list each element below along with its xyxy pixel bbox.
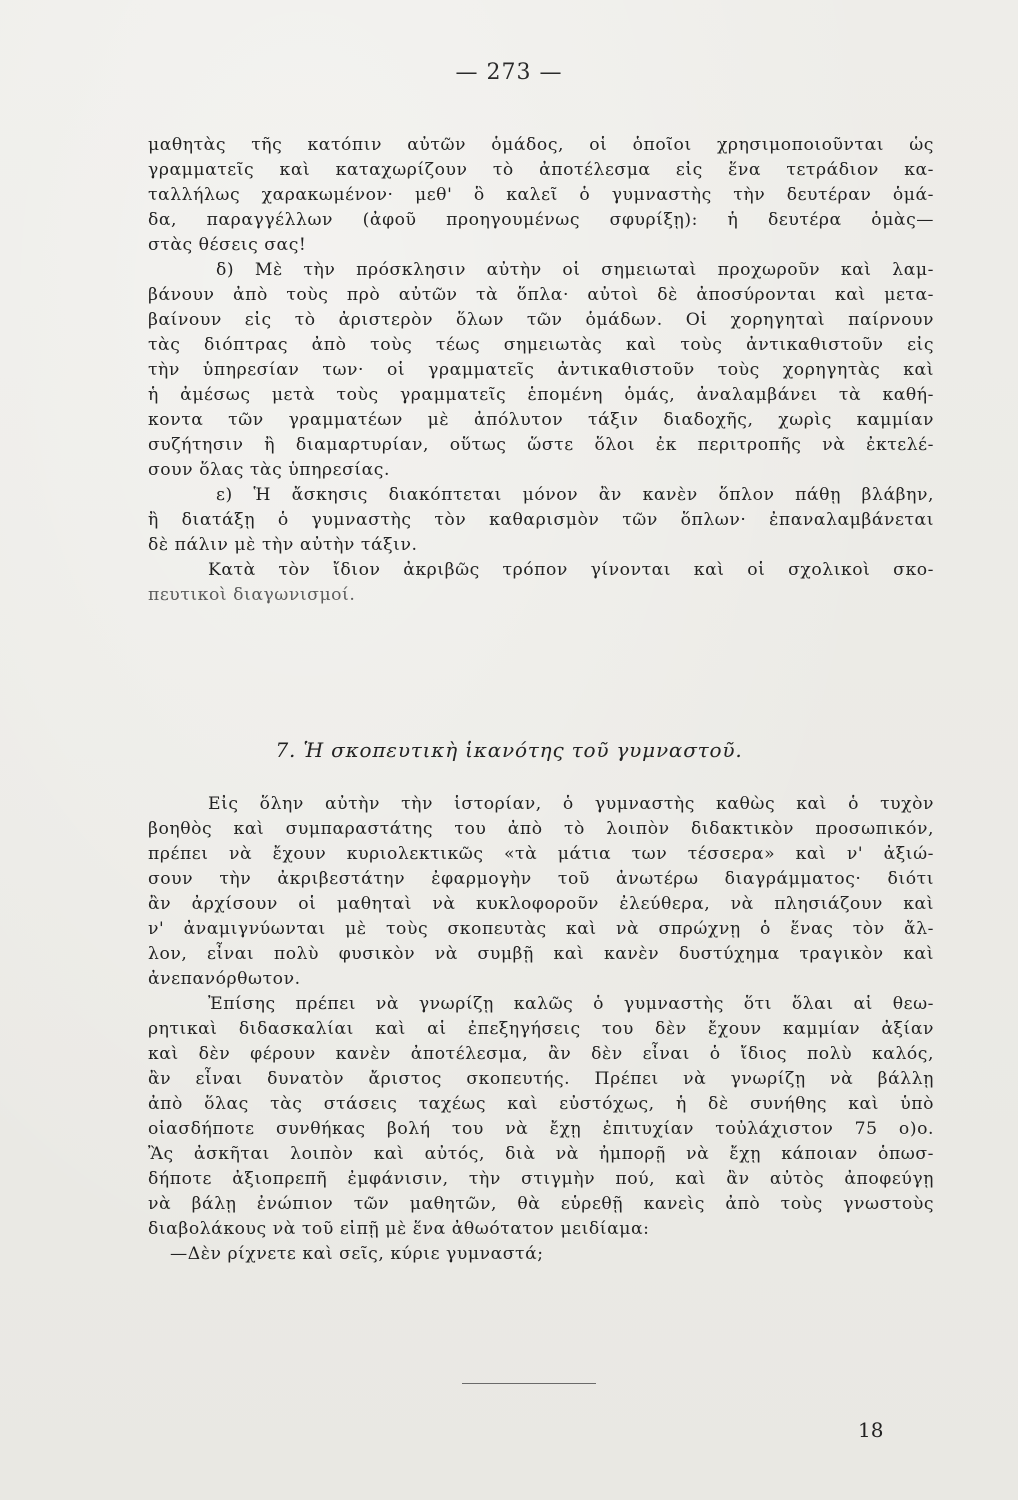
- text-line: σουν τὴν ἀκριβεστάτην ἐφαρμογὴν τοῦ ἀνωτέρω διαγράμματος· διότι: [148, 869, 934, 889]
- text-line: δήποτε ἀξιοπρεπῆ ἐμφάνισιν, τὴν στιγμὴν πού, καὶ ἂν αὐτὸς ἀποφεύγῃ: [148, 1169, 934, 1189]
- text-line: βοηθὸς καὶ συμπαραστάτης του ἀπὸ τὸ λοιπὸν διδακτικὸν προσωπικόν,: [148, 819, 934, 839]
- text-line: ρητικαὶ διδασκαλίαι καὶ αἱ ἐπεξηγήσεις του δὲν ἔχουν καμμίαν ἀξίαν: [148, 1019, 934, 1039]
- text-line: βαίνουν εἰς τὸ ἀριστερὸν ὅλων τῶν ὁμάδων. Οἱ χορηγηταὶ παίρνουν: [148, 310, 934, 330]
- text-line: βάνουν ἀπὸ τοὺς πρὸ αὐτῶν τὰ ὅπλα· αὐτοὶ δὲ ἀποσύρονται καὶ μετα-: [148, 285, 934, 305]
- text-line: κοντα τῶν γραμματέων μὲ ἀπόλυτον τάξιν διαδοχῆς, χωρὶς καμμίαν: [148, 410, 934, 430]
- text-line: ν' ἀναμιγνύωνται μὲ τοὺς σκοπευτὰς καὶ νὰ σπρώχνῃ ὁ ἕνας τὸν ἄλ-: [148, 919, 934, 939]
- text-line: μαθητὰς τῆς κατόπιν αὐτῶν ὁμάδος, οἱ ὁποῖοι χρησιμοποιοῦνται ὡς: [148, 135, 934, 155]
- footnote-rule: [462, 1383, 596, 1384]
- text-line: ε) Ἡ ἄσκησις διακόπτεται μόνον ἂν κανὲν ὅπλον πάθῃ βλάβην,: [216, 485, 934, 505]
- page-number-header: — 273 —: [455, 60, 563, 85]
- text-line: ἢ διατάξῃ ὁ γυμναστὴς τὸν καθαρισμὸν τῶν ὅπλων· ἐπαναλαμβάνεται: [148, 510, 934, 530]
- text-block-upper: [148, 133, 934, 608]
- text-line: Ἐπίσης πρέπει νὰ γνωρίζῃ καλῶς ὁ γυμναστὴς ὅτι ὅλαι αἱ θεω-: [208, 994, 934, 1014]
- signature-folio: 18: [858, 1418, 884, 1442]
- text-block-lower: [148, 792, 934, 1267]
- text-line: δὲ πάλιν μὲ τὴν αὐτὴν τάξιν.: [148, 535, 418, 555]
- text-line: ταλλήλως χαρακωμένον· μεθ' ὃ καλεῖ ὁ γυμναστὴς τὴν δευτέραν ὁμά-: [148, 185, 934, 205]
- text-line: οἱασδήποτε συνθήκας βολή του νὰ ἔχῃ ἐπιτυχίαν τοὐλάχιστον 75 ο)ο.: [148, 1119, 934, 1139]
- text-line: πρέπει νὰ ἔχουν κυριολεκτικῶς «τὰ μάτια των τέσσερα» καὶ ν' ἀξιώ-: [148, 844, 934, 864]
- text-line: τὴν ὑπηρεσίαν των· οἱ γραμματεῖς ἀντικαθιστοῦν τοὺς χορηγητὰς καὶ: [148, 360, 934, 380]
- text-line: πευτικοὶ διαγωνισμοί.: [148, 585, 356, 605]
- text-line: ἂν εἶναι δυνατὸν ἄριστος σκοπευτής. Πρέπει νὰ γνωρίζῃ νὰ βάλλῃ: [148, 1069, 934, 1089]
- text-line: —Δὲν ρίχνετε καὶ σεῖς, κύριε γυμναστά;: [170, 1244, 544, 1264]
- text-line: στὰς θέσεις σας!: [148, 235, 307, 255]
- text-line: Κατὰ τὸν ἴδιον ἀκριβῶς τρόπον γίνονται καὶ οἱ σχολικοὶ σκο-: [208, 560, 934, 580]
- text-line: τὰς διόπτρας ἀπὸ τοὺς τέως σημειωτὰς καὶ τοὺς ἀντικαθιστοῦν εἰς: [148, 335, 934, 355]
- text-line: ἡ ἀμέσως μετὰ τοὺς γραμματεῖς ἑπομένη ὁμάς, ἀναλαμβάνει τὰ καθή-: [148, 385, 934, 405]
- text-line: ἀνεπανόρθωτον.: [148, 969, 301, 989]
- text-line: ἀπὸ ὅλας τὰς στάσεις ταχέως καὶ εὐστόχως, ἡ δὲ συνήθης καὶ ὑπὸ: [148, 1094, 934, 1114]
- text-line: σουν ὅλας τὰς ὑπηρεσίας.: [148, 460, 390, 480]
- text-line: γραμματεῖς καὶ καταχωρίζουν τὸ ἀποτέλεσμα εἰς ἕνα τετράδιον κα-: [148, 160, 934, 180]
- text-line: διαβολάκους νὰ τοῦ εἰπῇ μὲ ἕνα ἀθωότατον μειδίαμα:: [148, 1219, 650, 1239]
- text-line: ἂν ἀρχίσουν οἱ μαθηταὶ νὰ κυκλοφοροῦν ἐλεύθερα, νὰ πλησιάζουν καὶ: [148, 894, 934, 914]
- section-heading: 7. Ἡ σκοπευτικὴ ἱκανότης τοῦ γυμναστοῦ.: [275, 738, 743, 762]
- text-line: λον, εἶναι πολὺ φυσικὸν νὰ συμβῇ καὶ κανὲν δυστύχημα τραγικὸν καὶ: [148, 944, 934, 964]
- text-line: δ) Μὲ τὴν πρόσκλησιν αὐτὴν οἱ σημειωταὶ προχωροῦν καὶ λαμ-: [216, 260, 934, 280]
- text-line: δα, παραγγέλλων (ἀφοῦ προηγουμένως σφυρίξῃ): ἡ δευτέρα ὁμὰς—: [148, 210, 934, 230]
- text-line: Ἂς ἀσκῆται λοιπὸν καὶ αὐτός, διὰ νὰ ἠμπορῇ νὰ ἔχῃ κάποιαν ὁπωσ-: [148, 1144, 934, 1164]
- text-line: νὰ βάλῃ ἐνώπιον τῶν μαθητῶν, θὰ εὑρεθῇ κανεὶς ἀπὸ τοὺς γνωστοὺς: [148, 1194, 934, 1214]
- text-line: καὶ δὲν φέρουν κανὲν ἀποτέλεσμα, ἂν δὲν εἶναι ὁ ἴδιος πολὺ καλός,: [148, 1044, 934, 1064]
- text-line: συζήτησιν ἢ διαμαρτυρίαν, οὕτως ὥστε ὅλοι ἐκ περιτροπῆς νὰ ἐκτελέ-: [148, 435, 934, 455]
- text-line: Εἰς ὅλην αὐτὴν τὴν ἱστορίαν, ὁ γυμναστὴς καθὼς καὶ ὁ τυχὸν: [208, 794, 934, 814]
